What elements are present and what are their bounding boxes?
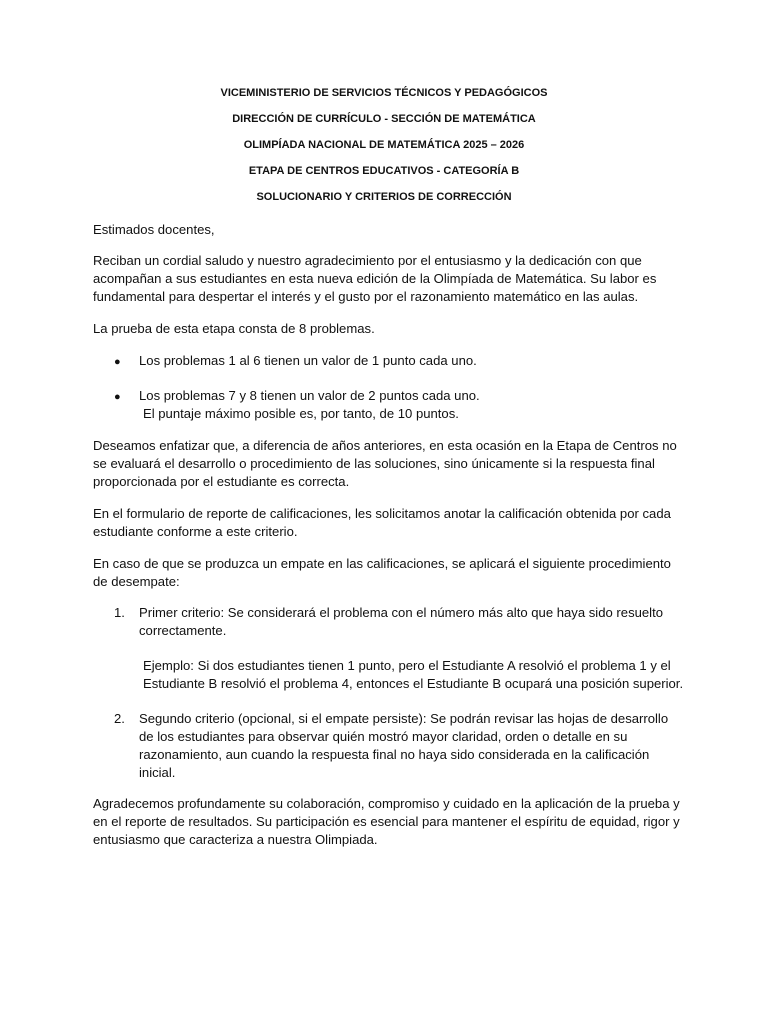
intro-paragraph: Reciban un cordial saludo y nuestro agradecimiento por el entusiasmo y la dedicación con que acompañan a sus estudiantes en esta nueva edición de la Olimpíada de Matemática. Su labor es fundamental para despertar el interés y el gusto por el razonamiento matemático en las aulas. [93,253,657,304]
bullet-marker: ● [114,391,121,403]
emphasis-paragraph: Deseamos enfatizar que, a diferencia de años anteriores, en esta ocasión en la Etapa de Centros no se evaluará el desarrollo o procedimiento de las soluciones, sino únicamente si la respuesta final proporcionada por el estudiante es correcta. [93,438,677,489]
first-criterion-example: Ejemplo: Si dos estudiantes tienen 1 punto, pero el Estudiante A resolvió el problema 1 y el Estudiante B resolvió el problema 4, entonces el Estudiante B ocupará una posición superior. [143,658,684,691]
bullet-item-problems-1-6: Los problemas 1 al 6 tienen un valor de 1 punto cada uno. [139,353,477,368]
list-number: 2. [114,711,125,726]
heading-solutions: SOLUCIONARIO Y CRITERIOS DE CORRECCIÓN [256,191,512,203]
heading-direction: DIRECCIÓN DE CURRÍCULO - SECCIÓN DE MATEMÁTICA [232,113,536,125]
max-score-note: El puntaje máximo posible es, por tanto, de 10 puntos. [143,406,459,421]
heading-stage: ETAPA DE CENTROS EDUCATIVOS - CATEGORÍA B [248,165,520,177]
bullet-marker: ● [114,356,121,368]
test-description: La prueba de esta etapa consta de 8 problemas. [93,321,375,336]
report-form-paragraph: En el formulario de reporte de calificaciones, les solicitamos anotar la calificación obtenida por cada estudiante conforme a este criterio. [93,506,671,539]
greeting: Estimados docentes, [93,222,215,237]
tie-paragraph: En caso de que se produzca un empate en las calificaciones, se aplicará el siguiente procedimiento de desempate: [93,556,671,589]
second-criterion: Segundo criterio (opcional, si el empate persiste): Se podrán revisar las hojas de desarrollo de los estudiantes para observar quién mostró mayor claridad, orden o detalle en su razonamiento, aun cuando la respuesta final no haya sido considerada en la calificación inicial. [139,711,669,780]
list-number: 1. [114,605,125,620]
bullet-item-problems-7-8: Los problemas 7 y 8 tienen un valor de 2 puntos cada uno. [139,388,480,403]
closing-paragraph: Agradecemos profundamente su colaboración, compromiso y cuidado en la aplicación de la prueba y en el reporte de resultados. Su participación es esencial para mantener el espíritu de equidad, rigor y entusiasmo que caracteriza a nuestra Olimpiada. [93,796,680,847]
heading-ministry: VICEMINISTERIO DE SERVICIOS TÉCNICOS Y PEDAGÓGICOS [220,87,548,99]
heading-olympiad: OLIMPÍADA NACIONAL DE MATEMÁTICA 2025 – 2026 [243,139,525,151]
first-criterion: Primer criterio: Se considerará el problema con el número más alto que haya sido resuelto correctamente. [139,605,664,638]
document-headings [0,86,768,216]
